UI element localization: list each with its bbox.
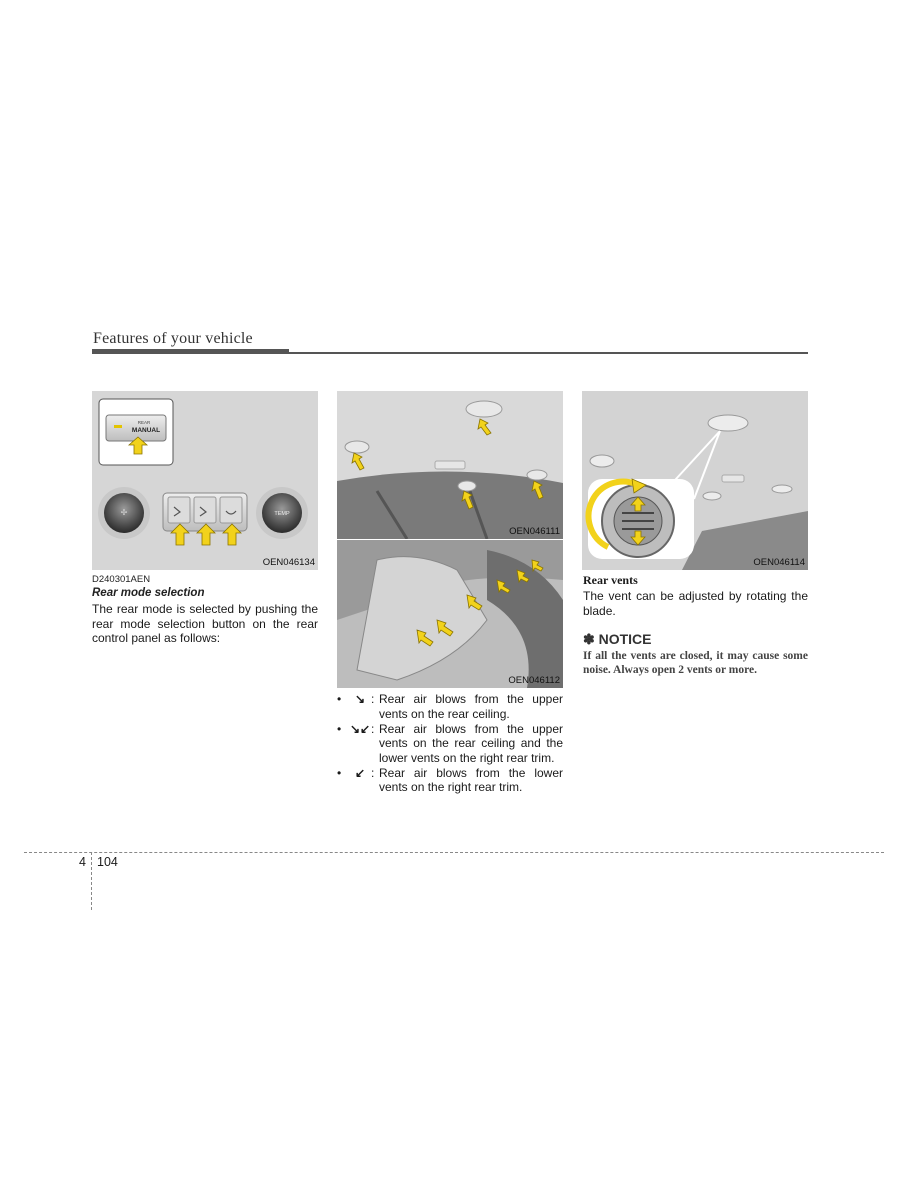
list-item: • ↘ : Rear air blows from the upper vents on the rear ceiling. bbox=[337, 692, 563, 721]
mode-bullet-list bbox=[337, 692, 563, 795]
section-body: The rear mode is selected by pushing the rear mode selection button on the rear control panel as follows: bbox=[92, 602, 318, 645]
header-rule-accent bbox=[92, 349, 289, 354]
list-item: • ↘↙ : Rear air blows from the upper vents on the rear ceiling and the lower vents on the right rear trim. bbox=[337, 721, 563, 765]
rear-vent-figure bbox=[582, 391, 808, 570]
ceiling-vents-illustration bbox=[337, 391, 563, 539]
footer-divider bbox=[24, 852, 884, 853]
section-code: D240301AEN bbox=[92, 574, 151, 585]
rear-control-panel-figure bbox=[92, 391, 318, 570]
button-label-small: REAR bbox=[137, 420, 151, 425]
temp-label: TEMP bbox=[274, 511, 290, 517]
figure-caption: OEN046114 bbox=[753, 557, 805, 568]
list-item: • ↙ : Rear air blows from the lower vents on the right rear trim. bbox=[337, 765, 563, 794]
notice-title: ✽ NOTICE bbox=[583, 631, 652, 647]
page-header-title: Features of your vehicle bbox=[93, 330, 253, 347]
ceiling-vents-figure bbox=[337, 391, 563, 539]
page-number: 104 bbox=[97, 855, 118, 869]
bullet-text: Rear air blows from the upper vents on the rear ceiling. bbox=[379, 692, 563, 721]
button-label-manual: MANUAL bbox=[131, 427, 161, 434]
figure-caption: OEN046134 bbox=[262, 557, 315, 568]
notice-text: If all the vents are closed, it may cause some noise. Always open 2 vents or more. bbox=[583, 650, 808, 676]
upper-vent-mode-icon: ↘ bbox=[354, 692, 366, 706]
bi-level-vent-mode-icon: ↘↙ bbox=[349, 721, 371, 736]
rear-trim-vents-figure bbox=[337, 540, 563, 688]
rear-vents-body: The vent can be adjusted by rotating the blade. bbox=[583, 589, 808, 618]
page-chapter: 4 bbox=[79, 855, 86, 869]
lower-vent-mode-icon: ↙ bbox=[354, 765, 366, 780]
rear-vent-illustration bbox=[582, 391, 808, 570]
figure-caption: OEN046111 bbox=[509, 526, 560, 537]
svg-text:✢: ✢ bbox=[120, 508, 128, 517]
rear-trim-vents-illustration bbox=[337, 540, 563, 688]
footer-vertical-divider bbox=[91, 852, 92, 910]
figure-caption: OEN046112 bbox=[508, 675, 560, 686]
bullet-text: Rear air blows from the upper vents on the rear ceiling and the lower vents on the right rear trim. bbox=[379, 721, 563, 765]
section-heading: Rear mode selection bbox=[92, 587, 205, 599]
rear-control-panel-illustration bbox=[92, 391, 318, 570]
rear-vents-heading: Rear vents bbox=[583, 573, 638, 587]
bullet-text: Rear air blows from the lower vents on the right rear trim. bbox=[379, 765, 563, 794]
